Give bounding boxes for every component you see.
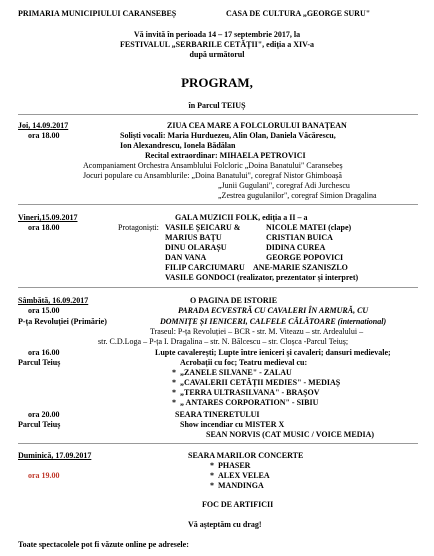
divider (18, 114, 418, 115)
bullet-icon: * (172, 398, 180, 407)
intro-line-2: FESTIVALUL „SERBARILE CETĂȚII", ediția a XIV-a (120, 40, 314, 49)
day3-location-1: P-ța Revoluției (Primărie) (18, 317, 107, 326)
artist: DIDINA CUREA (266, 243, 326, 252)
program-title: PROGRAM, (181, 75, 253, 90)
artist: GEORGE POPOVICI (266, 253, 344, 262)
troupe-item: * „CAVALERII CETĂȚII MEDIES" - MEDIAȘ (172, 378, 341, 387)
bullet-icon: * (210, 461, 218, 470)
program-location: în Parcul TEIUȘ (188, 101, 246, 110)
day1-line: Jocuri populare cu Ansamblurile: „Doina Banatului", coregraf Nistor Ghimboașă (83, 171, 342, 180)
intro-line-1: Vă invită în perioada 14 – 17 septembrie 2017, la (133, 30, 301, 39)
concert-act: * ALEX VELEA (210, 471, 270, 480)
troupe-item: * „TERRA ULTRASILVANA" - BRAȘOV (172, 388, 320, 397)
artist: ANE-MARIE SZANISZLO (253, 263, 348, 272)
day3-route: str. C.D.Loga – P-ța I. Dragalina – str. N. Bălcescu – str. Cloșca -Parcul Teiuș; (98, 337, 349, 346)
artist: CRISTIAN BUICA (266, 233, 333, 242)
bullet-icon: * (172, 378, 180, 387)
day3-parade-2: DOMNIȚE ȘI IENICERI, CALFELE CĂLĂTOARE (international) (160, 317, 387, 326)
day3-youth-night: SEARA TINERETULUI (175, 410, 260, 419)
day1-line: Ion Alexandrescu, Ionela Bădălan (120, 141, 236, 150)
fireworks: FOC DE ARTIFICII (202, 500, 274, 509)
day1-line: Soliști vocali: Maria Hurduezeu, Alin Olan, Daniela Văcărescu, (120, 131, 336, 140)
artist: FILIP CARCIUMARU (165, 263, 245, 272)
bullet-icon: * (210, 471, 218, 480)
intro-line-3: după următorul (189, 50, 245, 59)
artist: DINU OLARAȘU (165, 243, 227, 252)
troupe-item: * „ ANTARES CORPORATION" - SIBIU (172, 398, 319, 407)
divider (18, 443, 418, 444)
day4-title: SEARA MARILOR CONCERTE (188, 451, 304, 460)
artist: NICOLE MATEI (clape) (266, 223, 352, 232)
day3-battles: Lupte cavalerești; Lupte între ieniceri și cavaleri; dansuri medievale; (155, 348, 391, 357)
welcome-line: Vă așteptăm cu drag! (188, 520, 262, 529)
day1-line: Recital extraordinar: MIHAELA PETROVICI (145, 151, 306, 160)
header-right: CASA DE CULTURA „GEORGE SURU" (226, 9, 371, 18)
day1-line: „Zestrea gugulanilor", coregraf Simion Dragalina (218, 191, 377, 200)
day4-date: Duminică, 17.09.2017 (18, 451, 92, 460)
divider (18, 287, 418, 288)
day4-time: ora 19.00 (28, 471, 60, 480)
day1-line: Acompaniament Orchestra Ansamblului Folcloric „Doina Banatului" Caransebeș (83, 161, 343, 170)
day3-parade: PARADA ECVESTRĂ CU CAVALERI ÎN ARMURĂ, CU (178, 306, 369, 315)
day3-time-1: ora 15.00 (28, 306, 60, 315)
bullet-icon: * (172, 388, 180, 397)
troupe-item: * „ZANELE SILVANE" - ZALAU (172, 368, 292, 377)
concert-act: * MANDINGA (210, 481, 264, 490)
day3-dj: SEAN NORVIS (CAT MUSIC / VOICE MEDIA) (206, 430, 375, 439)
artist: VASILE ȘEICARU & (165, 223, 241, 232)
bullet-icon: * (210, 481, 218, 490)
day3-location-3: Parcul Teiuș (18, 420, 61, 429)
day1-title: ZIUA CEA MARE A FOLCLORULUI BANAȚEAN (167, 121, 347, 130)
day3-title: O PAGINA DE ISTORIE (190, 296, 278, 305)
day3-time-2: ora 16.00 (28, 348, 60, 357)
artist: DAN VANA (165, 253, 207, 262)
divider (18, 204, 418, 205)
concert-act: * PHASER (210, 461, 251, 470)
artist: MARIUS BAȚU (165, 233, 222, 242)
day3-date: Sâmbătă, 16.09.2017 (18, 296, 89, 305)
artist: VASILE GONDOCI (realizator, prezentator și interpret) (165, 273, 359, 282)
day3-route: Traseul: P-ța Revoluției – BCR - str. M. Viteazu – str. Ardealului – (150, 327, 364, 336)
day1-date: Joi, 14.09.2017 (18, 121, 69, 130)
day1-line: „Junii Gugulani", coregraf Adi Jurchescu (218, 181, 350, 190)
day2-protagonists-label: Protagoniști: (118, 223, 159, 232)
day1-time: ora 18.00 (28, 131, 60, 140)
day3-time-3: ora 20.00 (28, 410, 60, 419)
day3-show: Show incendiar cu MISTER X (180, 420, 285, 429)
day2-date: Vineri,15.09.2017 (18, 213, 78, 222)
online-note: Toate spectacolele pot fi văzute online pe adresele: (18, 540, 189, 549)
day3-acrobatics: Acrobații cu foc; Teatru medieval cu: (180, 358, 308, 367)
day2-title: GALA MUZICII FOLK, ediția a II – a (175, 213, 308, 222)
bullet-icon: * (172, 368, 180, 377)
day3-location-2: Parcul Teiuș (18, 358, 61, 367)
header-left: PRIMARIA MUNICIPIULUI CARANSEBEȘ (18, 9, 177, 18)
day2-time: ora 18.00 (28, 223, 60, 232)
